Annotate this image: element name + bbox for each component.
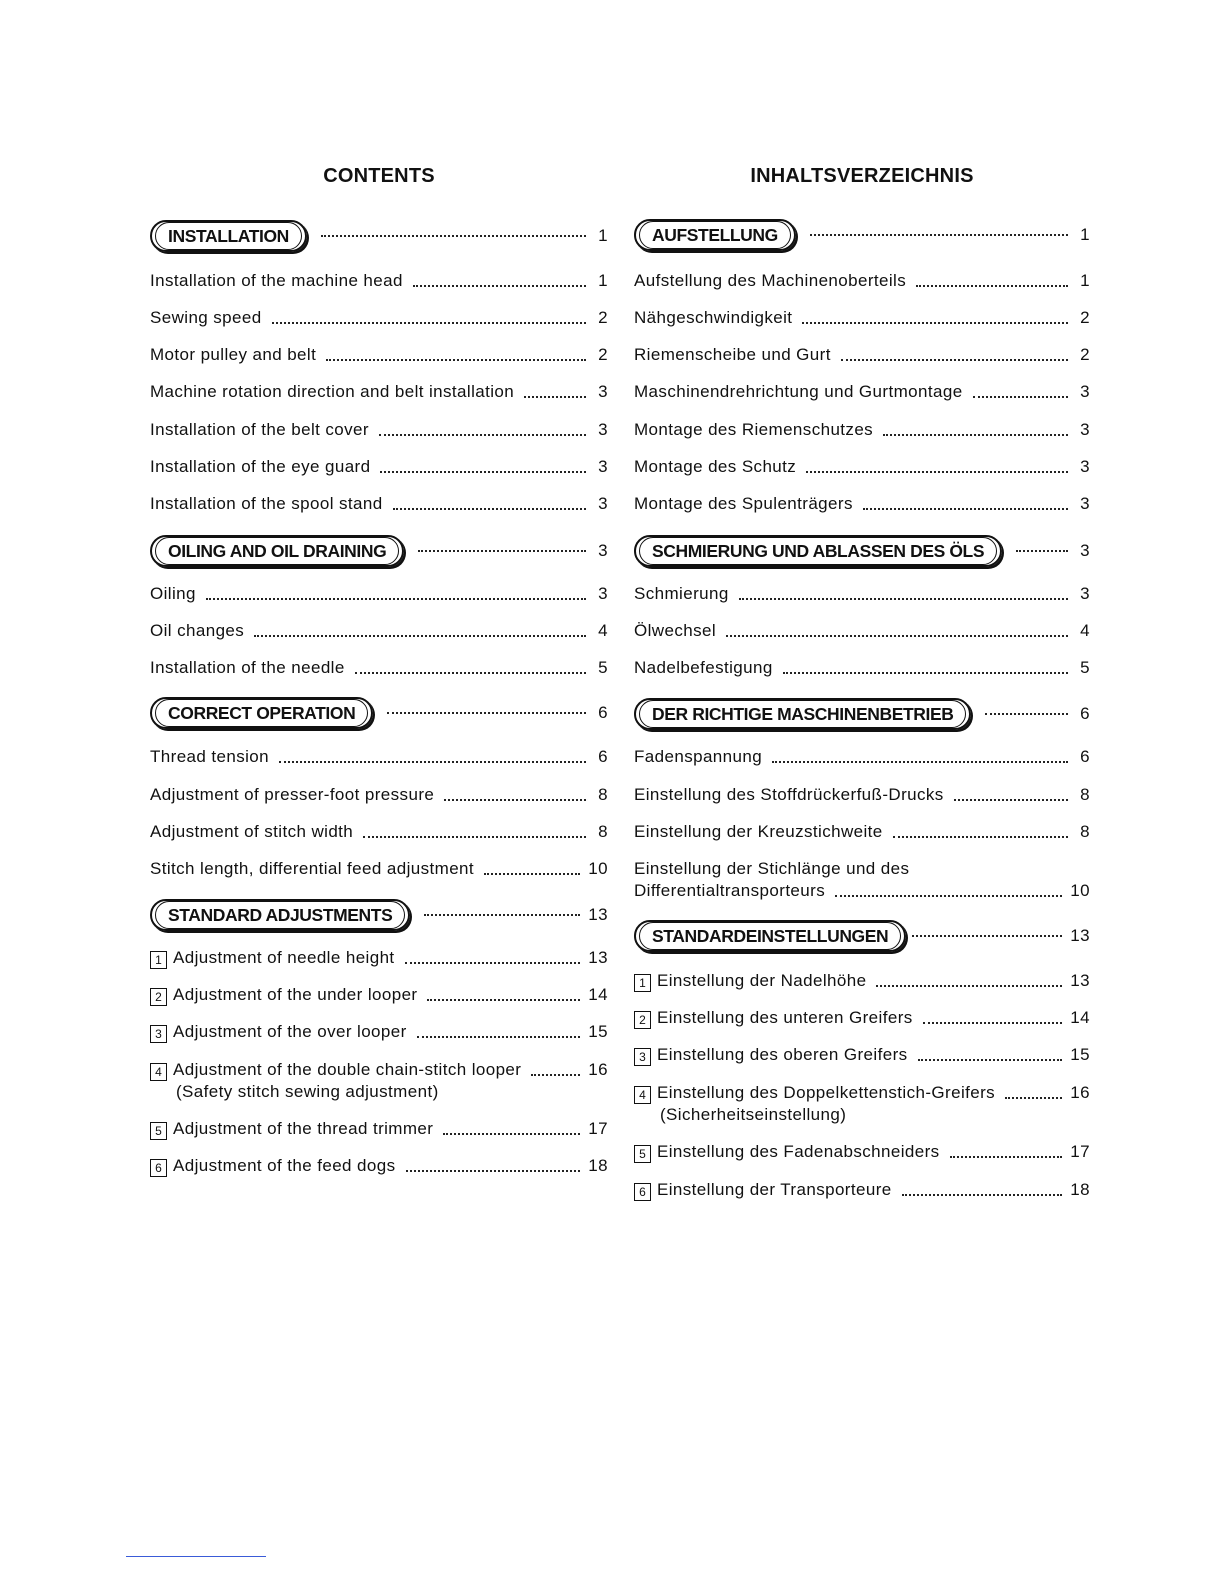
boxed-number: 5 (150, 1122, 167, 1140)
toc-entry[interactable]: Einstellung der Kreuzstichweite 8 (634, 822, 1090, 841)
toc-entry[interactable]: Montage des Riemenschutzes 3 (634, 420, 1090, 439)
boxed-number: 3 (150, 1025, 167, 1043)
boxed-number: 1 (150, 951, 167, 969)
section-pill: AUFSTELLUNG (634, 219, 796, 251)
section-correct-operation[interactable]: CORRECT OPERATION 6 (150, 697, 608, 729)
boxed-number: 2 (634, 1011, 651, 1029)
contents-heading: INHALTSVERZEICHNIS (750, 165, 974, 187)
section-pill: CORRECT OPERATION (150, 697, 373, 729)
toc-entry[interactable]: Oil changes 4 (150, 621, 608, 640)
boxed-number: 2 (150, 988, 167, 1006)
section-pill: STANDARDEINSTELLUNGEN (634, 920, 906, 952)
contents-heading: CONTENTS (323, 165, 435, 187)
toc-entry[interactable]: 6 Adjustment of the feed dogs 18 (150, 1155, 608, 1177)
toc-entry[interactable]: Sewing speed 2 (150, 308, 608, 327)
section-installation[interactable]: INSTALLATION 1 (150, 220, 608, 252)
section-maschinenbetrieb[interactable]: DER RICHTIGE MASCHINENBETRIEB 6 (634, 698, 1090, 730)
toc-entry[interactable]: 6 Einstellung der Transporteure 18 (634, 1179, 1090, 1201)
boxed-number: 1 (634, 974, 651, 992)
toc-entry[interactable]: Schmierung 3 (634, 584, 1090, 603)
section-standard-adjustments[interactable]: STANDARD ADJUSTMENTS 13 (150, 899, 608, 931)
toc-entry[interactable]: 1 Einstellung der Nadelhöhe 13 (634, 970, 1090, 992)
toc-entry[interactable]: 5 Adjustment of the thread trimmer 17 (150, 1118, 608, 1140)
boxed-number: 4 (634, 1086, 651, 1104)
toc-entry[interactable]: Installation of the eye guard 3 (150, 457, 608, 476)
toc-entry[interactable]: 4 Adjustment of the double chain-stitch looper 16 (Safety stitch sewing adjustment) (150, 1059, 608, 1103)
toc-entry[interactable]: Ölwechsel 4 (634, 621, 1090, 640)
toc-entry[interactable]: 2 Einstellung des unteren Greifers 14 (634, 1007, 1090, 1029)
toc-entry[interactable]: Oiling 3 (150, 584, 608, 603)
toc-entry[interactable]: 5 Einstellung des Fadenabschneiders 17 (634, 1141, 1090, 1163)
toc-entry[interactable]: Einstellung des Stoffdrückerfuß-Drucks 8 (634, 785, 1090, 804)
toc-entry[interactable]: 1 Adjustment of needle height 13 (150, 947, 608, 969)
toc-entry[interactable]: Adjustment of presser-foot pressure 8 (150, 785, 608, 804)
toc-entry[interactable]: Montage des Schutz 3 (634, 457, 1090, 476)
toc-entry[interactable]: Montage des Spulenträgers 3 (634, 494, 1090, 513)
toc-entry[interactable]: Installation of the belt cover 3 (150, 420, 608, 439)
toc-entry[interactable]: Thread tension 6 (150, 747, 608, 766)
section-standardeinstellungen[interactable]: STANDARDEINSTELLUNGEN 13 (634, 920, 1090, 952)
boxed-number: 3 (634, 1048, 651, 1066)
toc-entry[interactable]: Aufstellung des Machinenoberteils 1 (634, 271, 1090, 290)
toc-entry[interactable]: Installation of the machine head 1 (150, 271, 608, 290)
toc-entry[interactable]: 3 Einstellung des oberen Greifers 15 (634, 1044, 1090, 1066)
section-pill: DER RICHTIGE MASCHINENBETRIEB (634, 698, 971, 730)
scan-artifact-line (126, 1556, 266, 1557)
toc-entry[interactable]: Installation of the spool stand 3 (150, 494, 608, 513)
toc-entry[interactable]: 4 Einstellung des Doppelkettenstich-Greifers 16 (Sicherheitseinstellung) (634, 1082, 1090, 1126)
toc-entry[interactable]: 3 Adjustment of the over looper 15 (150, 1021, 608, 1043)
section-pill: OILING AND OIL DRAINING (150, 535, 404, 567)
section-aufstellung[interactable]: AUFSTELLUNG 1 (634, 219, 1090, 251)
boxed-number: 5 (634, 1145, 651, 1163)
toc-entry[interactable]: Maschinendrehrichtung und Gurtmontage 3 (634, 382, 1090, 401)
section-oiling[interactable]: OILING AND OIL DRAINING 3 (150, 535, 608, 567)
toc-entry[interactable]: Installation of the needle 5 (150, 658, 608, 677)
boxed-number: 4 (150, 1063, 167, 1081)
section-pill: STANDARD ADJUSTMENTS (150, 899, 410, 931)
toc-entry[interactable]: 2 Adjustment of the under looper 14 (150, 984, 608, 1006)
toc-entry[interactable]: Fadenspannung 6 (634, 747, 1090, 766)
toc-entry[interactable]: Riemenscheibe und Gurt 2 (634, 345, 1090, 364)
section-pill: INSTALLATION (150, 220, 307, 252)
toc-entry[interactable]: Einstellung der Stichlänge und des Differentialtransporteurs 10 (634, 859, 1090, 900)
boxed-number: 6 (634, 1183, 651, 1201)
toc-entry[interactable]: Machine rotation direction and belt installation 3 (150, 382, 608, 401)
toc-entry[interactable]: Nadelbefestigung 5 (634, 658, 1090, 677)
section-pill: SCHMIERUNG UND ABLASSEN DES ÖLS (634, 535, 1002, 567)
toc-entry[interactable]: Stitch length, differential feed adjustment 10 (150, 859, 608, 878)
boxed-number: 6 (150, 1159, 167, 1177)
toc-entry[interactable]: Adjustment of stitch width 8 (150, 822, 608, 841)
toc-entry[interactable]: Nähgeschwindigkeit 2 (634, 308, 1090, 327)
section-schmierung[interactable]: SCHMIERUNG UND ABLASSEN DES ÖLS 3 (634, 535, 1090, 567)
toc-entry[interactable]: Motor pulley and belt 2 (150, 345, 608, 364)
